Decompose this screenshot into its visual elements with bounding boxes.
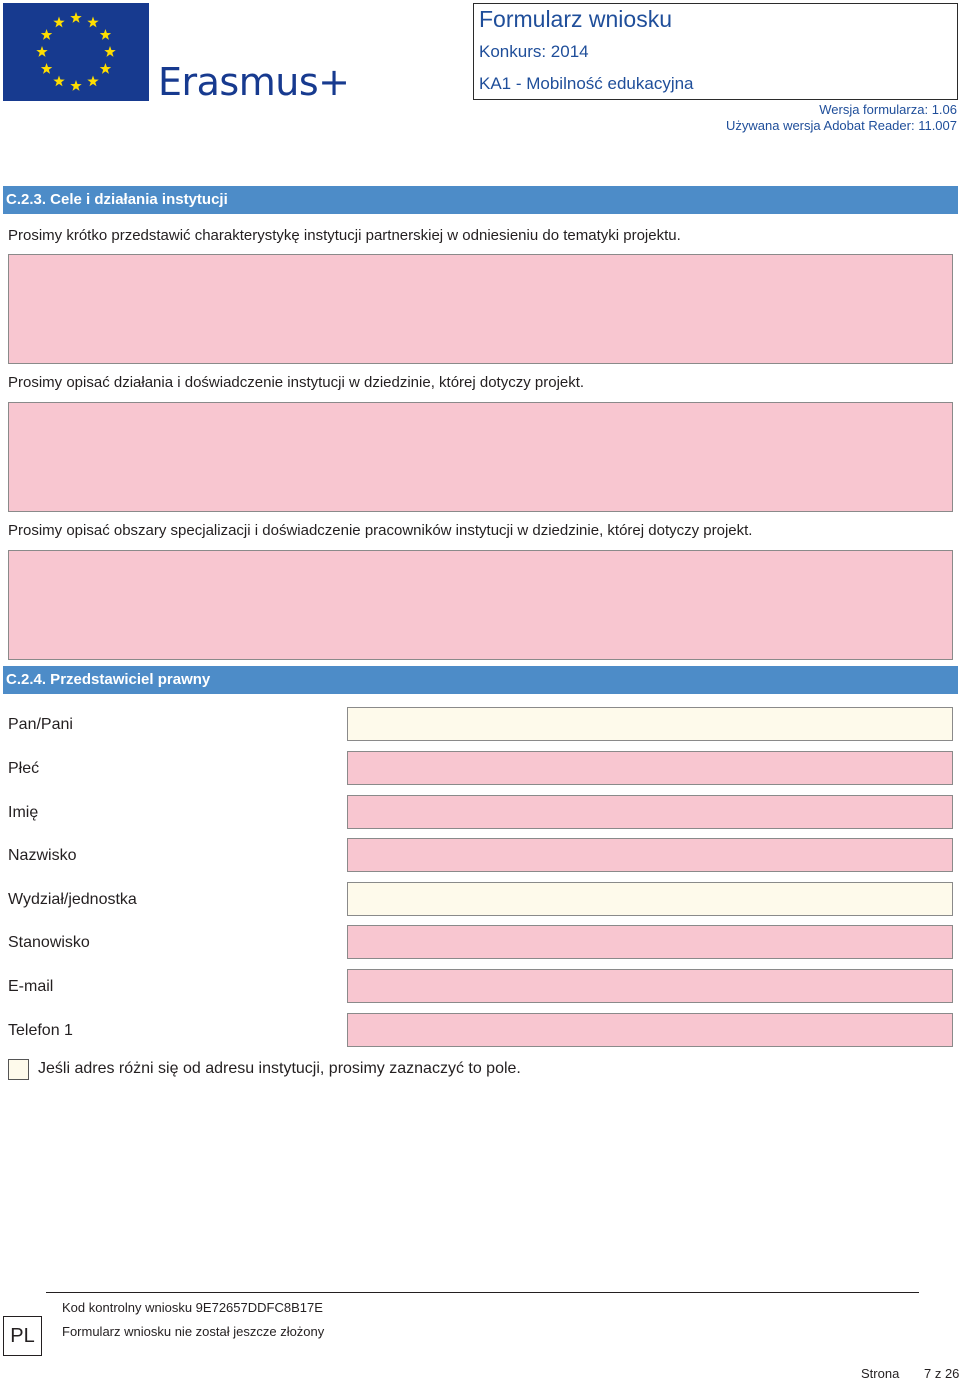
label-first-name: Imię	[8, 804, 39, 821]
eu-star-icon	[100, 63, 111, 74]
page-number: 7 z 26	[924, 1366, 960, 1380]
competition-label: Konkurs: 2014	[479, 42, 589, 61]
form-info-box	[473, 3, 958, 100]
action-label: KA1 - Mobilność edukacyjna	[479, 74, 694, 93]
different-address-checkbox[interactable]	[8, 1059, 29, 1080]
different-address-label: Jeśli adres różni się od adresu instytucji, prosimy zaznaczyć to pole.	[38, 1060, 521, 1077]
position-input[interactable]	[347, 925, 953, 959]
description-textarea-3[interactable]	[8, 550, 953, 660]
eu-star-icon	[41, 29, 52, 40]
footer-divider	[46, 1292, 919, 1293]
eu-star-icon	[70, 12, 81, 23]
eu-star-icon	[41, 63, 52, 74]
section-header-c24: C.2.4. Przedstawiciel prawny	[3, 666, 958, 694]
eu-star-icon	[70, 80, 81, 91]
label-title: Pan/Pani	[8, 716, 73, 733]
description-textarea-2[interactable]	[8, 402, 953, 512]
question-label-1: Prosimy krótko przedstawić charakterystykę instytucji partnerskiej w odniesieniu do tematyki projektu.	[8, 227, 681, 244]
control-code: Kod kontrolny wniosku 9E72657DDFC8B17E	[62, 1300, 323, 1315]
reader-version: Używana wersja Adobat Reader: 11.007	[725, 118, 957, 133]
label-position: Stanowisko	[8, 934, 90, 951]
form-title: Formularz wniosku	[479, 6, 672, 32]
section-header-c23: C.2.3. Cele i działania instytucji	[3, 186, 958, 214]
eu-star-icon	[87, 75, 98, 86]
gender-select[interactable]	[347, 751, 953, 785]
eu-star-icon	[104, 46, 115, 57]
eu-star-icon	[53, 17, 64, 28]
email-input[interactable]	[347, 969, 953, 1003]
eu-star-icon	[100, 29, 111, 40]
title-select[interactable]	[347, 707, 953, 741]
eu-star-icon	[53, 75, 64, 86]
form-version: Wersja formularza: 1.06	[819, 102, 957, 117]
phone-input[interactable]	[347, 1013, 953, 1047]
department-input[interactable]	[347, 882, 953, 916]
question-label-3: Prosimy opisać obszary specjalizacji i doświadczenie pracowników instytucji w dziedzinie, której dotyczy projekt.	[8, 522, 753, 539]
last-name-input[interactable]	[347, 838, 953, 872]
eu-star-icon	[36, 46, 47, 57]
label-department: Wydział/jednostka	[8, 891, 137, 908]
submission-status: Formularz wniosku nie został jeszcze złożony	[62, 1324, 325, 1339]
language-badge: PL	[3, 1316, 42, 1356]
label-phone: Telefon 1	[8, 1022, 73, 1039]
erasmus-logo-text: Erasmus+	[158, 60, 350, 104]
label-email: E-mail	[8, 978, 54, 995]
label-gender: Płeć	[8, 760, 40, 777]
eu-star-icon	[87, 17, 98, 28]
label-last-name: Nazwisko	[8, 847, 77, 864]
question-label-2: Prosimy opisać działania i doświadczenie instytucji w dziedzinie, której dotyczy projekt.	[8, 374, 585, 391]
page-label: Strona	[861, 1366, 900, 1380]
eu-flag-icon	[3, 3, 149, 101]
first-name-input[interactable]	[347, 795, 953, 829]
description-textarea-1[interactable]	[8, 254, 953, 364]
